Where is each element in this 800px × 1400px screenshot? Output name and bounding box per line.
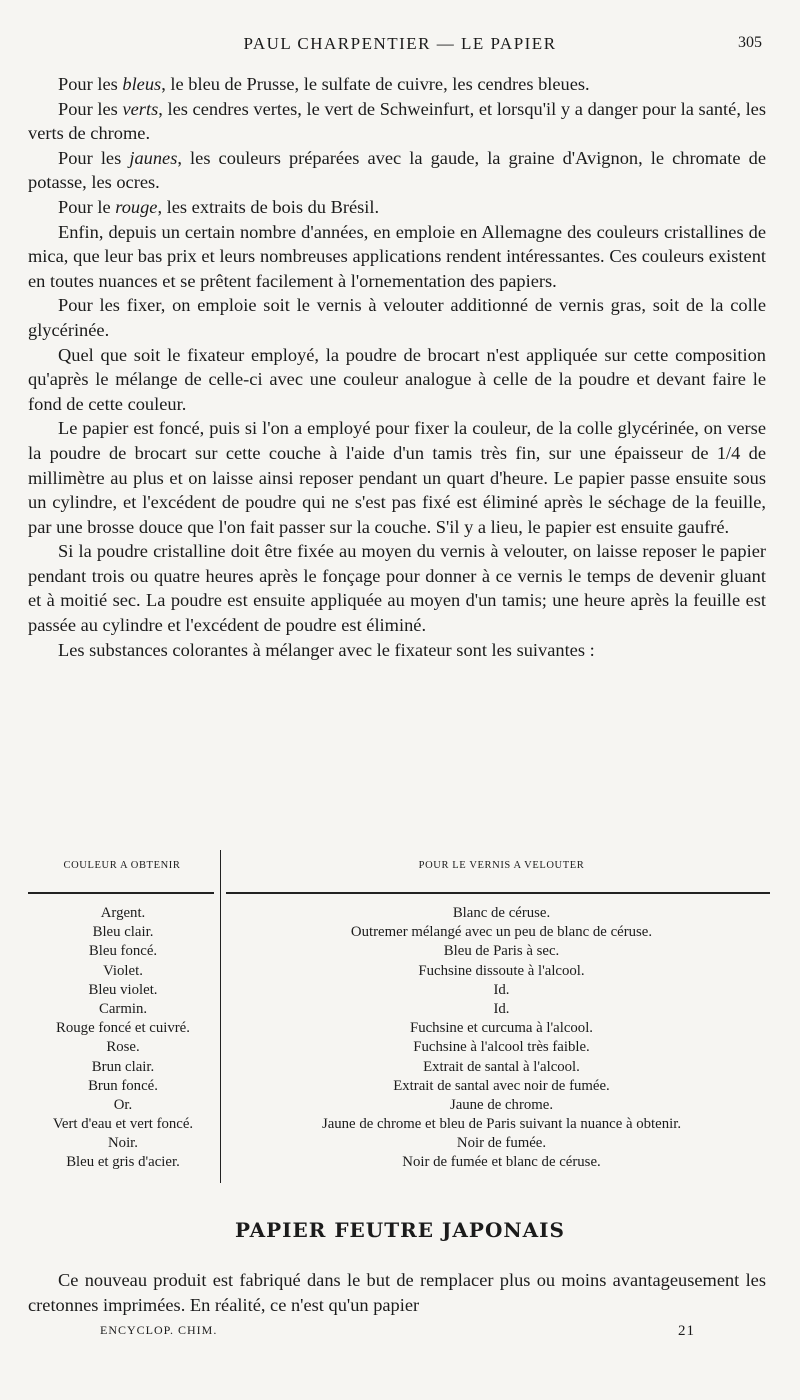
table-cell-color: Carmin. — [98, 1000, 148, 1017]
table-cell-recipe: Noir de fumée. — [456, 1135, 547, 1152]
paragraph — [28, 343, 766, 417]
text-run: Pour les fixer, on emploie soit le vernis à velouter additionné de vernis gras, soit de la colle glycérinée. — [28, 295, 766, 340]
table-cell-recipe: Jaune de chrome. — [449, 1096, 554, 1113]
table-cell-recipe: Bleu de Paris à sec. — [443, 943, 560, 960]
table-column-recipe — [233, 904, 770, 1173]
paragraph — [28, 97, 766, 146]
table-cell-color: Brun clair. — [91, 1058, 155, 1075]
table-cell-color: Rose. — [106, 1039, 140, 1056]
table-column-color — [28, 904, 218, 1173]
page-footer — [0, 1323, 800, 1343]
table-cell-color: Bleu et gris d'acier. — [66, 1154, 180, 1171]
table-rule-left — [28, 892, 214, 894]
table-cell-color: Bleu clair. — [92, 924, 154, 941]
text-run: Enfin, depuis un certain nombre d'années, en emploie en Allemagne des couleurs cristallines de mica, que leur bas prix et leurs nombreuses applications rendent intéressantes. Ces couleurs existent en toutes nuances et se prêtent facilement à l'ornementation des papiers. — [28, 221, 766, 291]
italic-term: verts — [122, 98, 159, 119]
table-cell-recipe: Fuchsine et curcuma à l'alcool. — [409, 1020, 594, 1037]
table-rule-right — [226, 892, 770, 894]
table-cell-recipe: Fuchsine à l'alcool très faible. — [413, 1039, 590, 1056]
table-column-divider — [220, 850, 221, 1183]
table-cell-recipe: Blanc de céruse. — [452, 905, 551, 921]
table-cell-color: Vert d'eau et vert foncé. — [52, 1116, 194, 1133]
color-table — [28, 850, 770, 1185]
paragraph — [28, 539, 766, 637]
table-cell-color: Brun foncé. — [88, 1077, 158, 1094]
table-cell-recipe: Jaune de chrome et bleu de Paris suivant la nuance à obtenir. — [321, 1116, 682, 1133]
text-run: Si la poudre cristalline doit être fixée au moyen du vernis à velouter, on laisse reposer le papier pendant trois ou quatre heures après le fonçage pour donner à ce vernis le temps de devenir gluant et à moitié sec. La poudre est ensuite appliquée au moyen d'un tamis; une heure après la feuille est passée au cylindre et l'excédent de poudre est éliminé. — [28, 541, 766, 636]
table-header-recipe: POUR LE VERNIS A VELOUTER — [418, 860, 585, 871]
table-cell-color: Argent. — [100, 905, 146, 921]
text-run: , les cendres vertes, le vert de Schweinfurt, et lorsqu'il y a danger pour la santé, les verts de chrome. — [28, 98, 767, 144]
text-run: , le bleu de Prusse, le sulfate de cuivre, les cendres bleues. — [161, 74, 590, 94]
table-cell-recipe: Extrait de santal avec noir de fumée. — [393, 1077, 610, 1094]
text-run: Pour les — [58, 147, 130, 168]
footer-signature: ENCYCLOP. CHIM. — [100, 1323, 218, 1337]
italic-term: bleus — [122, 74, 162, 94]
text-run: Pour le — [58, 196, 116, 217]
table-cell-recipe: Id. — [493, 981, 510, 998]
paragraph — [28, 416, 766, 539]
table-cell-recipe: Fuchsine dissoute à l'alcool. — [418, 962, 585, 979]
text-run: Les substances colorantes à mélanger avec le fixateur sont les suivantes : — [58, 639, 595, 660]
table-header-color: COULEUR A OBTENIR — [63, 860, 181, 871]
italic-term: rouge — [115, 196, 158, 217]
running-header — [0, 34, 800, 58]
paragraph — [28, 72, 766, 97]
section-text-block — [28, 1268, 766, 1317]
text-run: Le papier est foncé, puis si l'on a employé pour fixer la couleur, de la colle glycérinée, on verse la poudre de brocart sur cette couche à l'aide d'un tamis très fin, sur une épaisseur de 1/4 de millimètre au plus et on laisse ainsi reposer pendant un quart d'heure. Le papier passe ensuite sous un cylindre, et l'excédent de poudre qui ne s'est pas fixé est éliminé après le séchage de la feuille, par une brosse douce que l'on fait passer sur la couche. S'il y a lieu, le papier est ensuite gaufré. — [28, 418, 766, 537]
table-cell-recipe: Id. — [493, 1000, 510, 1017]
table-cell-color: Bleu foncé. — [88, 943, 158, 960]
text-run: Pour les — [58, 74, 123, 94]
italic-term: jaunes — [129, 147, 178, 168]
body-text — [28, 72, 766, 662]
footer-signature-number: 21 — [678, 1323, 695, 1339]
table-cell-recipe: Outremer mélangé avec un peu de blanc de céruse. — [350, 924, 653, 941]
text-run: Quel que soit le fixateur employé, la poudre de brocart n'est appliquée sur cette composition qu'après le mélange de celle-ci avec une couleur analogue à celle de la poudre et devant faire le fond de cette couleur. — [28, 344, 766, 414]
paragraph — [28, 220, 766, 294]
section-title: PAPIER FEUTRE JAPONAIS — [235, 1218, 565, 1242]
table-cell-color: Or. — [113, 1096, 133, 1113]
running-title: PAUL CHARPENTIER — LE PAPIER — [243, 34, 557, 53]
paragraph — [28, 195, 766, 220]
paragraph — [28, 293, 766, 342]
section-paragraph: Ce nouveau produit est fabriqué dans le but de remplacer plus ou moins avantageusement les cretonnes imprimées. En réalité, ce n'est qu'un papier — [28, 1270, 766, 1315]
table-cell-recipe: Extrait de santal à l'alcool. — [423, 1058, 580, 1075]
text-run: , les couleurs préparées avec la gaude, la graine d'Avignon, le chromate de potasse, les ocres. — [28, 147, 766, 193]
paragraph — [28, 638, 766, 663]
paragraph — [28, 146, 766, 195]
page-number: 305 — [738, 34, 762, 51]
table-cell-recipe: Noir de fumée et blanc de céruse. — [402, 1154, 601, 1171]
table-cell-color: Noir. — [107, 1135, 138, 1152]
table-cell-color: Violet. — [103, 962, 143, 979]
table-cell-color: Bleu violet. — [88, 981, 158, 998]
text-run: Pour les — [58, 98, 123, 119]
table-cell-color: Rouge foncé et cuivré. — [56, 1020, 190, 1037]
text-run: , les extraits de bois du Brésil. — [157, 196, 380, 217]
